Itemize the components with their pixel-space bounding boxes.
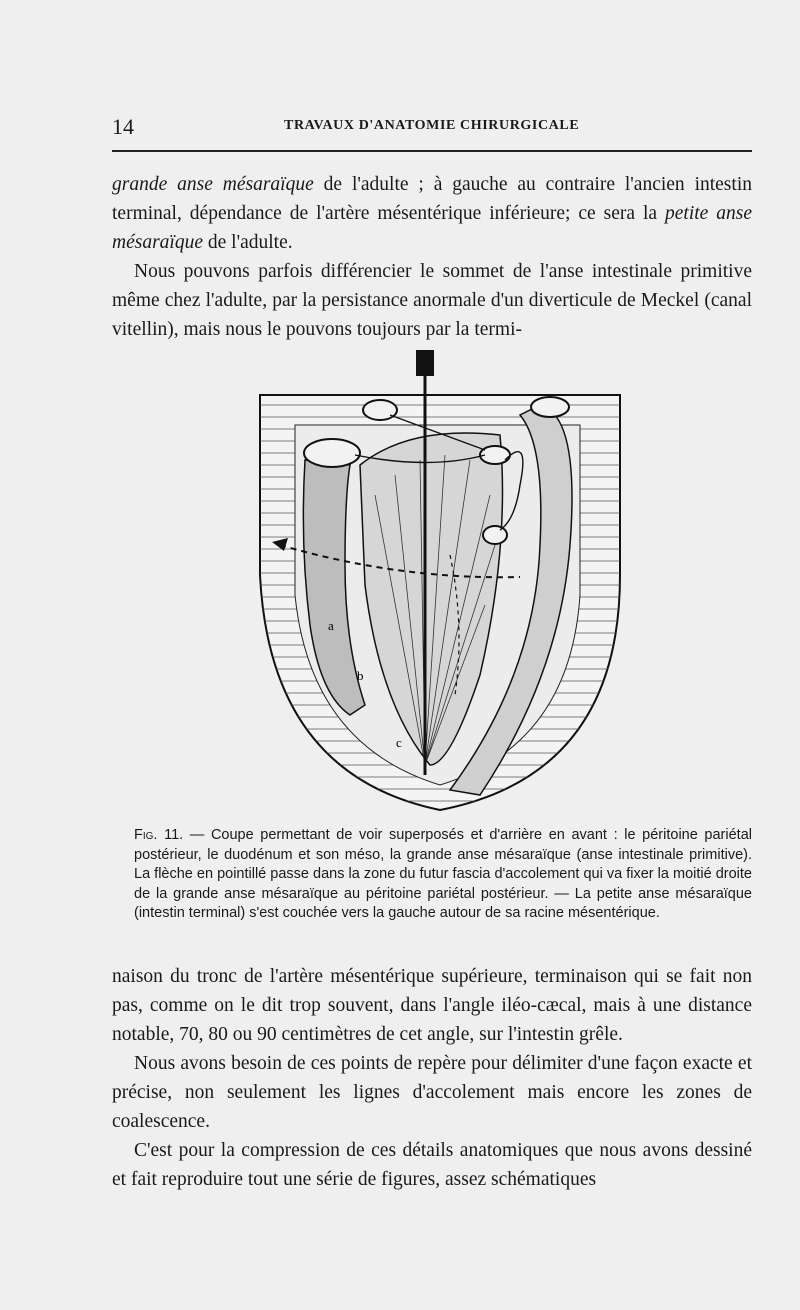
figure-letter-a: a (328, 618, 334, 633)
header-rule (112, 150, 752, 152)
running-title: TRAVAUX D'ANATOMIE CHIRURGICALE (284, 118, 580, 133)
paragraph-figures: C'est pour la compression de ces détails anatomiques que nous avons dessiné et fait reproduire tout une série de figures, assez schématiques (112, 1140, 752, 1190)
figure-letter-b: b (357, 668, 364, 683)
caption-text: — Coupe permettant de voir superposés et d'arrière en avant : le péritoine pariétal postérieur, le duodénum et son méso, la grande anse mésaraïque (anse intestinale primitive). La flèche en pointillé passe dans la zone du futur fascia d'accolement qui va fixer la moitié droite de la grande anse mésaraïque au péritoine pariétal postérieur. — La petite anse mésaraïque (intestin terminal) s'est couchée vers la gauche autour de sa racine mésentérique. (134, 827, 752, 921)
paragraph-text-2: de l'adulte. (203, 232, 293, 253)
figure-letter-c: c (396, 735, 402, 750)
top-text-block (112, 170, 752, 344)
page-number: 14 (112, 114, 134, 139)
paragraph-text-1: de l'adulte ; à gauche au contraire l'ancien intestin terminal, dépendance de l'artère mésentérique inférieure; ce sera la (112, 174, 752, 224)
paragraph-reperes: Nous avons besoin de ces points de repère pour délimiter d'une façon exacte et précise, non seulement les lignes d'accolement mais encore les zones de coalescence. (112, 1053, 752, 1132)
vessel-stump (416, 350, 434, 376)
paragraph-meckel: Nous pouvons parfois différencier le sommet de l'anse intestinale primitive même chez l'adulte, par la persistance anormale d'un diverticule de Meckel (canal vitellin), mais nous le pouvons toujours par la termi- (112, 261, 752, 340)
paragraph-continuation (112, 170, 752, 257)
bottom-text-block (112, 962, 752, 1194)
page-header (112, 112, 752, 142)
term-petite-anse: petite anse mésaraïque (112, 203, 752, 253)
figure-caption (134, 826, 752, 924)
figure-label: Fig. 11. (134, 827, 184, 843)
anatomical-figure (250, 345, 630, 820)
paragraph-termination: naison du tronc de l'artère mésentérique supérieure, terminaison qui se fait non pas, comme on le dit trop souvent, dans l'angle iléo-cæcal, mais à une distance notable, 70, 80 ou 90 centimètres de cet angle, sur l'intestin grêle. (112, 966, 752, 1045)
term-grande-anse: grande anse mésaraïque (112, 174, 314, 195)
